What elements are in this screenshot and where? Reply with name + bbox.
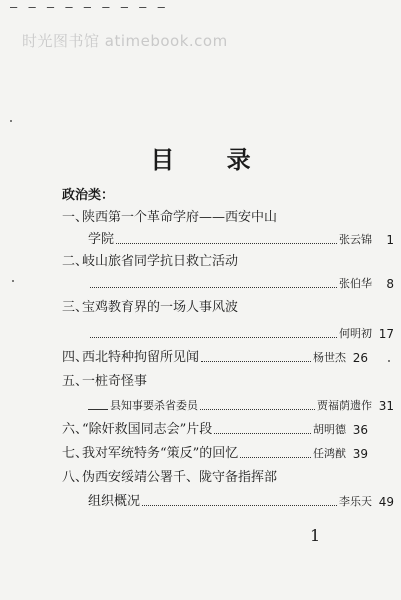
entry-title: 陕西第一个革命学府——西安中山 (82, 210, 278, 225)
entry-author: 李乐天 (339, 495, 372, 508)
scan-speck (10, 120, 12, 122)
entry-number: 一、 (62, 210, 89, 225)
entry-page: 31 (378, 399, 394, 413)
entry-title: 一桩奇怪事 (82, 374, 148, 389)
toc-entry-2-author-line (62, 272, 394, 292)
entry-author: 张云锦 (339, 233, 372, 246)
dot-leader (90, 337, 337, 338)
toc-entry-5[interactable] (62, 370, 368, 390)
entry-page: 1 (386, 233, 394, 247)
entry-title-cont: 组织概况 (88, 494, 141, 509)
watermark: 时光图书馆 atimebook.com (22, 32, 228, 50)
entry-page: 49 (378, 495, 394, 509)
top-rule: — — — — — — — — — (10, 0, 167, 14)
scan-speck (388, 360, 390, 362)
entry-title: “除奸救国同志会”片段 (82, 422, 213, 437)
entry-author: 任鸿猷 (313, 447, 346, 460)
entry-page: 39 (352, 447, 368, 461)
toc-entry-1-cont[interactable] (62, 228, 394, 248)
toc-entry-5-subtitle-line (62, 394, 394, 414)
entry-number: 五、 (62, 374, 89, 389)
dot-leader (214, 433, 311, 434)
entry-author: 胡明德 (313, 423, 346, 436)
dot-leader (240, 457, 311, 458)
toc-entry-3[interactable] (62, 296, 368, 316)
entry-author: 张伯华 (339, 277, 372, 290)
entry-author: 何明初 (339, 327, 372, 340)
dot-leader (90, 287, 337, 288)
entry-title: 宝鸡教育界的一场人事风波 (82, 300, 239, 315)
entry-title-cont: 学院 (88, 232, 115, 247)
dot-leader (200, 409, 315, 410)
entry-page: 26 (352, 351, 368, 365)
entry-title: 我对军统特务“策反”的回忆 (82, 446, 239, 461)
toc-entry-6[interactable] (62, 418, 368, 438)
toc-entry-4[interactable] (62, 346, 368, 366)
entry-page: 17 (378, 327, 394, 341)
dot-leader (142, 505, 337, 506)
subtitle-dash (88, 409, 108, 410)
page-title: 目 录 (150, 145, 273, 174)
entry-title: 伪西安绥靖公署千、陇守备指挥部 (82, 470, 278, 485)
entry-title: 岐山旅省同学抗日救亡活动 (82, 254, 239, 269)
toc-entry-8-cont[interactable] (62, 490, 394, 510)
toc-entry-3-author-line (62, 322, 394, 342)
page-number: 1 (310, 526, 321, 545)
toc-entry-2[interactable] (62, 250, 368, 270)
entry-page: 8 (386, 277, 394, 291)
entry-subtitle: 县知事要杀省委员 (110, 399, 198, 412)
entry-number: 七、 (62, 446, 89, 461)
toc-entry-7[interactable] (62, 442, 368, 462)
entry-page: 36 (352, 423, 368, 437)
entry-number: 二、 (62, 254, 89, 269)
dot-leader (201, 361, 311, 362)
toc-entry-8[interactable] (62, 466, 368, 486)
entry-number: 六、 (62, 422, 89, 437)
dot-leader (116, 243, 337, 244)
entry-number: 三、 (62, 300, 89, 315)
scan-speck (12, 280, 14, 282)
toc-entry-1[interactable] (62, 206, 368, 226)
entry-number: 八、 (62, 470, 89, 485)
entry-author: 杨世杰 (313, 351, 346, 364)
entry-number: 四、 (62, 350, 89, 365)
section-heading: 政治类： (62, 188, 115, 203)
entry-author: 贾福荫遗作 (317, 399, 372, 412)
entry-title: 西北特种拘留所见闻 (82, 350, 200, 365)
